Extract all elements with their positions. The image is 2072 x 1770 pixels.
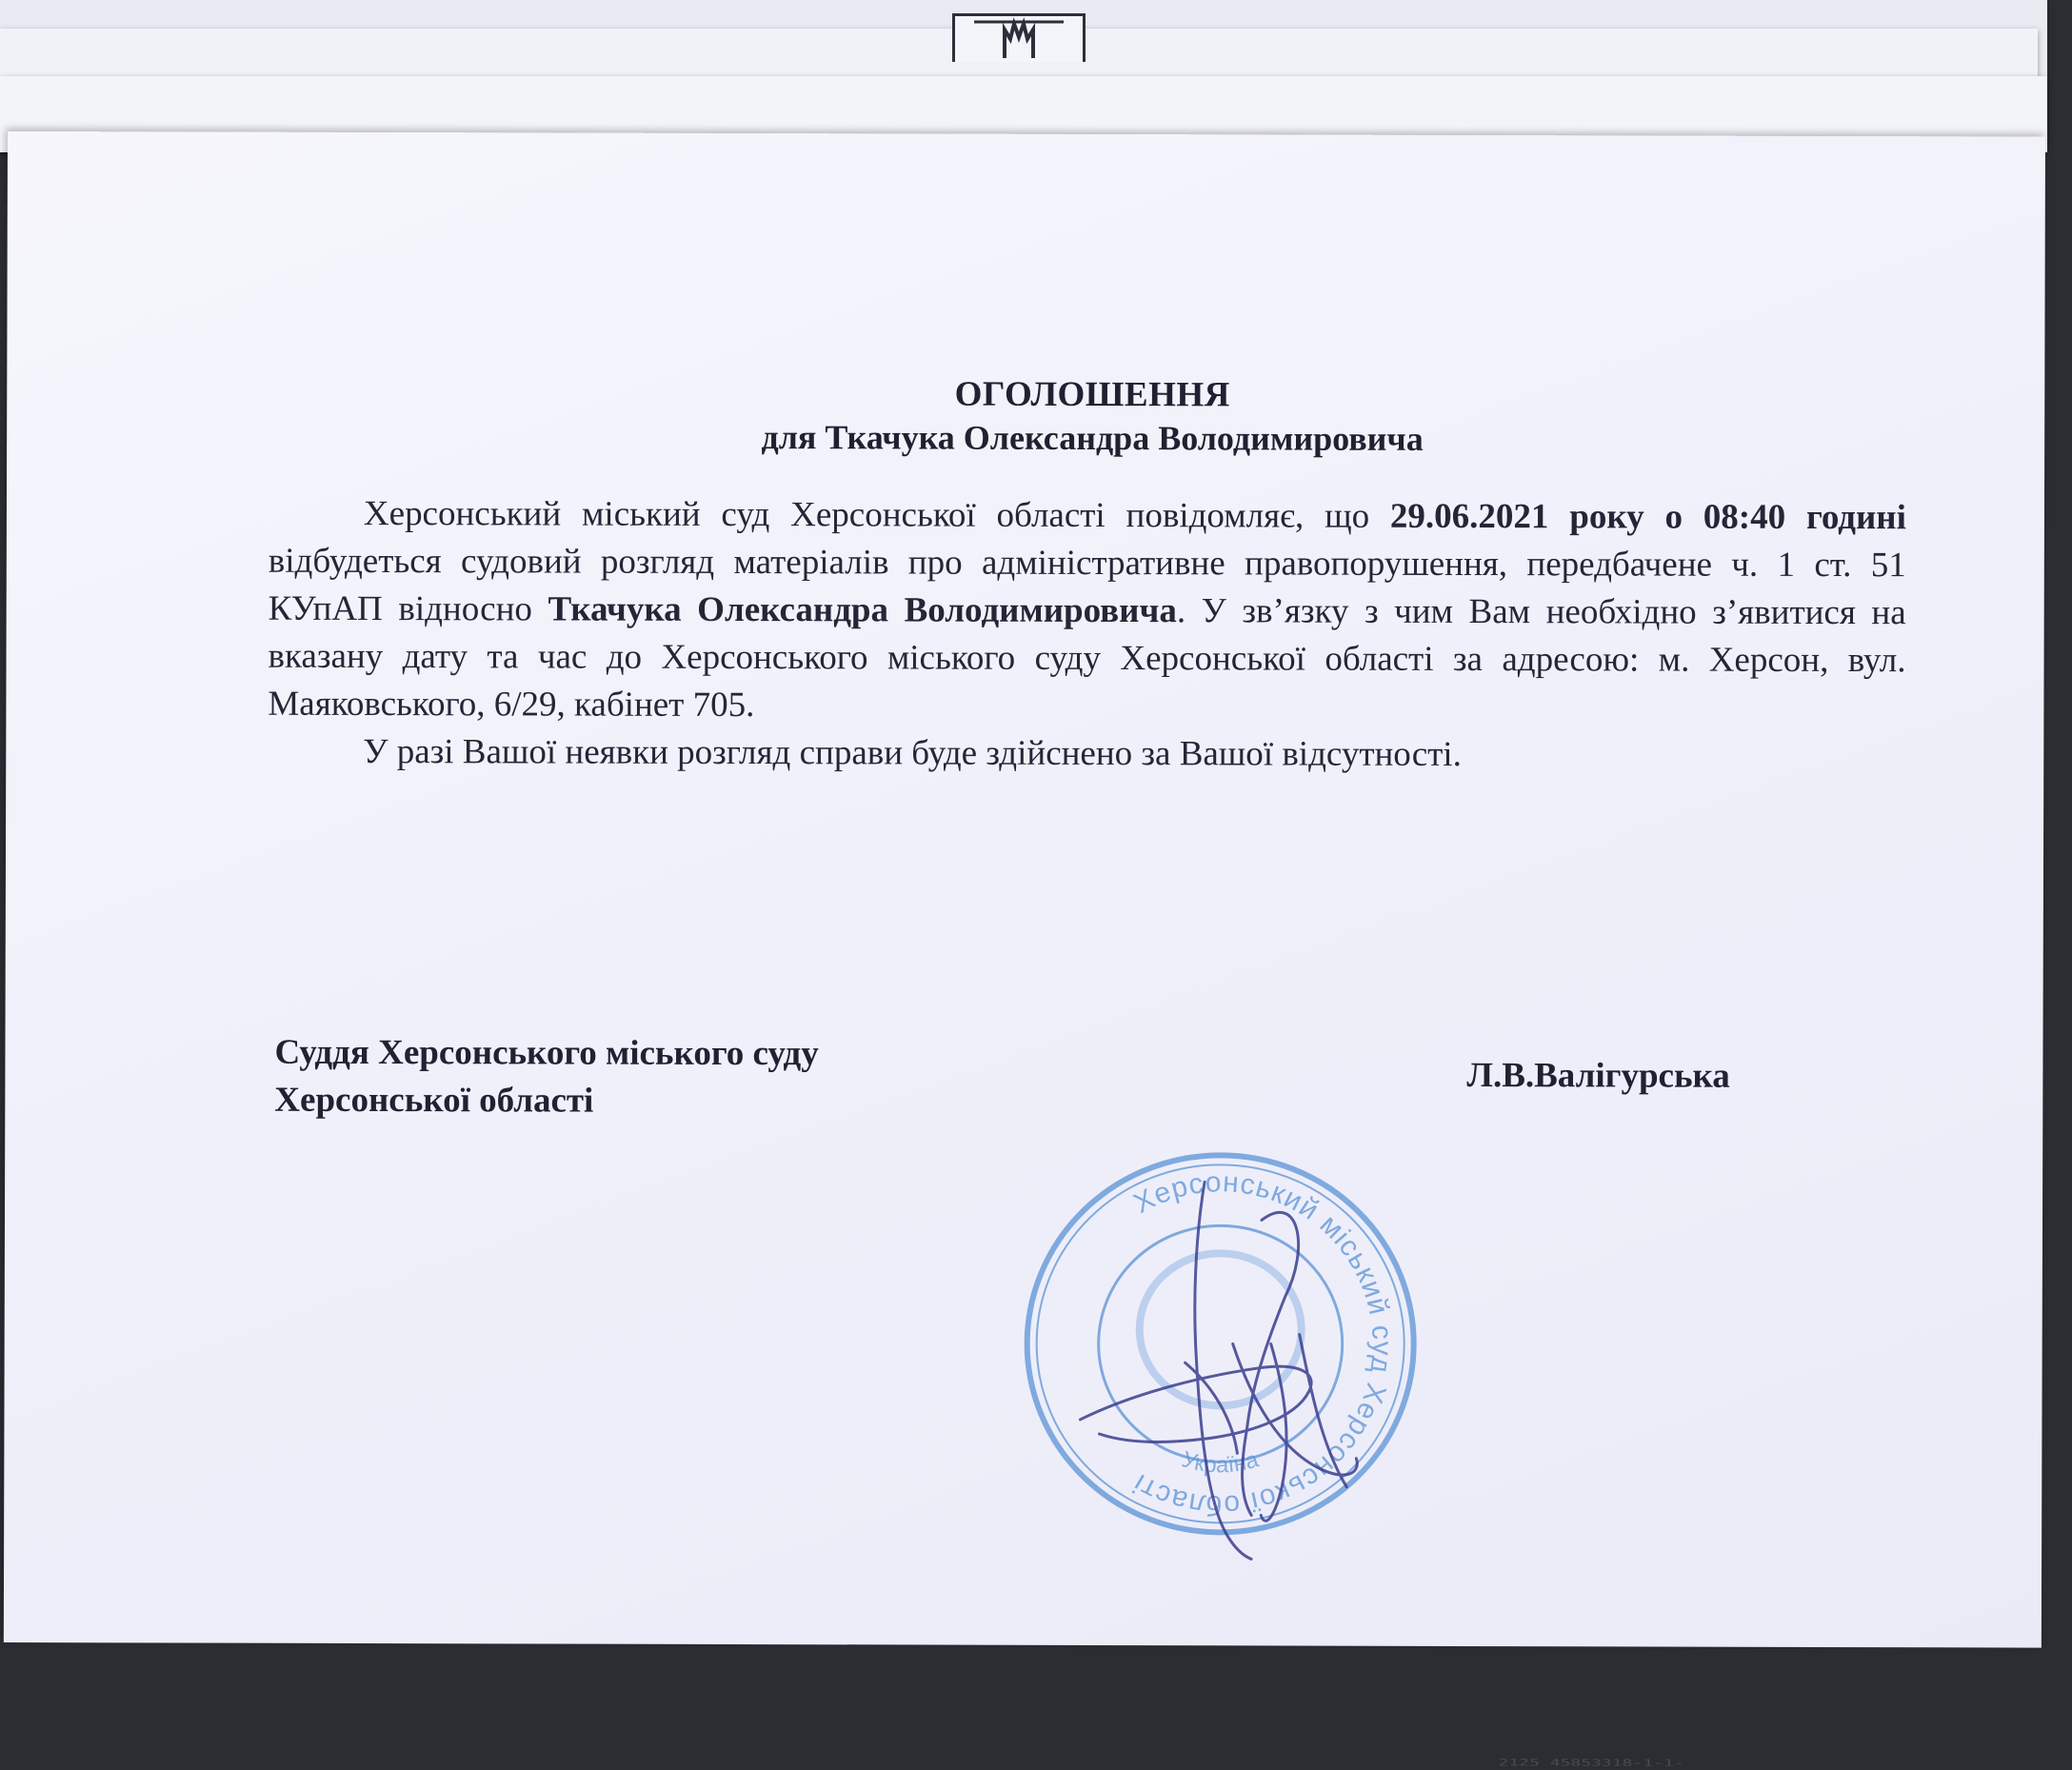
document-footer-code: 2125 45853318-1-1-	[1498, 1757, 1684, 1769]
signer-position	[274, 1029, 998, 1126]
signer-name: Л.В.Валігурська	[1466, 1056, 1730, 1096]
signer-position-line1: Суддя Херсонського міського суду	[274, 1032, 819, 1074]
body-paragraph-absence: У разі Вашої неявки розгляд справи буде здійснено за Вашої відсутності.	[363, 731, 1462, 774]
coat-of-arms-icon	[952, 13, 1086, 62]
document-title: ОГОЛОШЕННЯ	[954, 374, 1230, 415]
stamp-ring-text: Херсонський міський суд Херсонської області	[1126, 1166, 1398, 1521]
body-paragraph	[268, 490, 1906, 733]
body-intro: Херсонський міський суд Херсонської області повідомляє, що	[363, 493, 1390, 536]
body-middle: відбудеться судовий розгляд матеріалів про адміністративне правопорушення, передбачене ч. 1 ст. 51 КУпАП відносно	[268, 541, 1906, 629]
announcement-body	[268, 490, 1906, 781]
person-name: Ткачука Олександра Володимировича	[548, 589, 1177, 631]
handwritten-signature	[1070, 1182, 1395, 1563]
hearing-datetime: 29.06.2021 року о 08:40 годині	[1389, 496, 1906, 538]
stamp-bottom-text: Україна	[1179, 1446, 1262, 1479]
announcement-sheet	[4, 131, 2045, 1769]
signer-position-line2: Херсонської області	[274, 1080, 594, 1121]
document-subtitle: для Ткачука Олександра Володимировича	[761, 418, 1424, 458]
body-end: . У зв’язку з чим Вам необхідно з’явитися на вказану дату та час до Херсонського міського суду Херсонської області за адресою: м. Херсон, вул. Маяковського, 6/29, кабінет 705.	[268, 591, 1906, 726]
